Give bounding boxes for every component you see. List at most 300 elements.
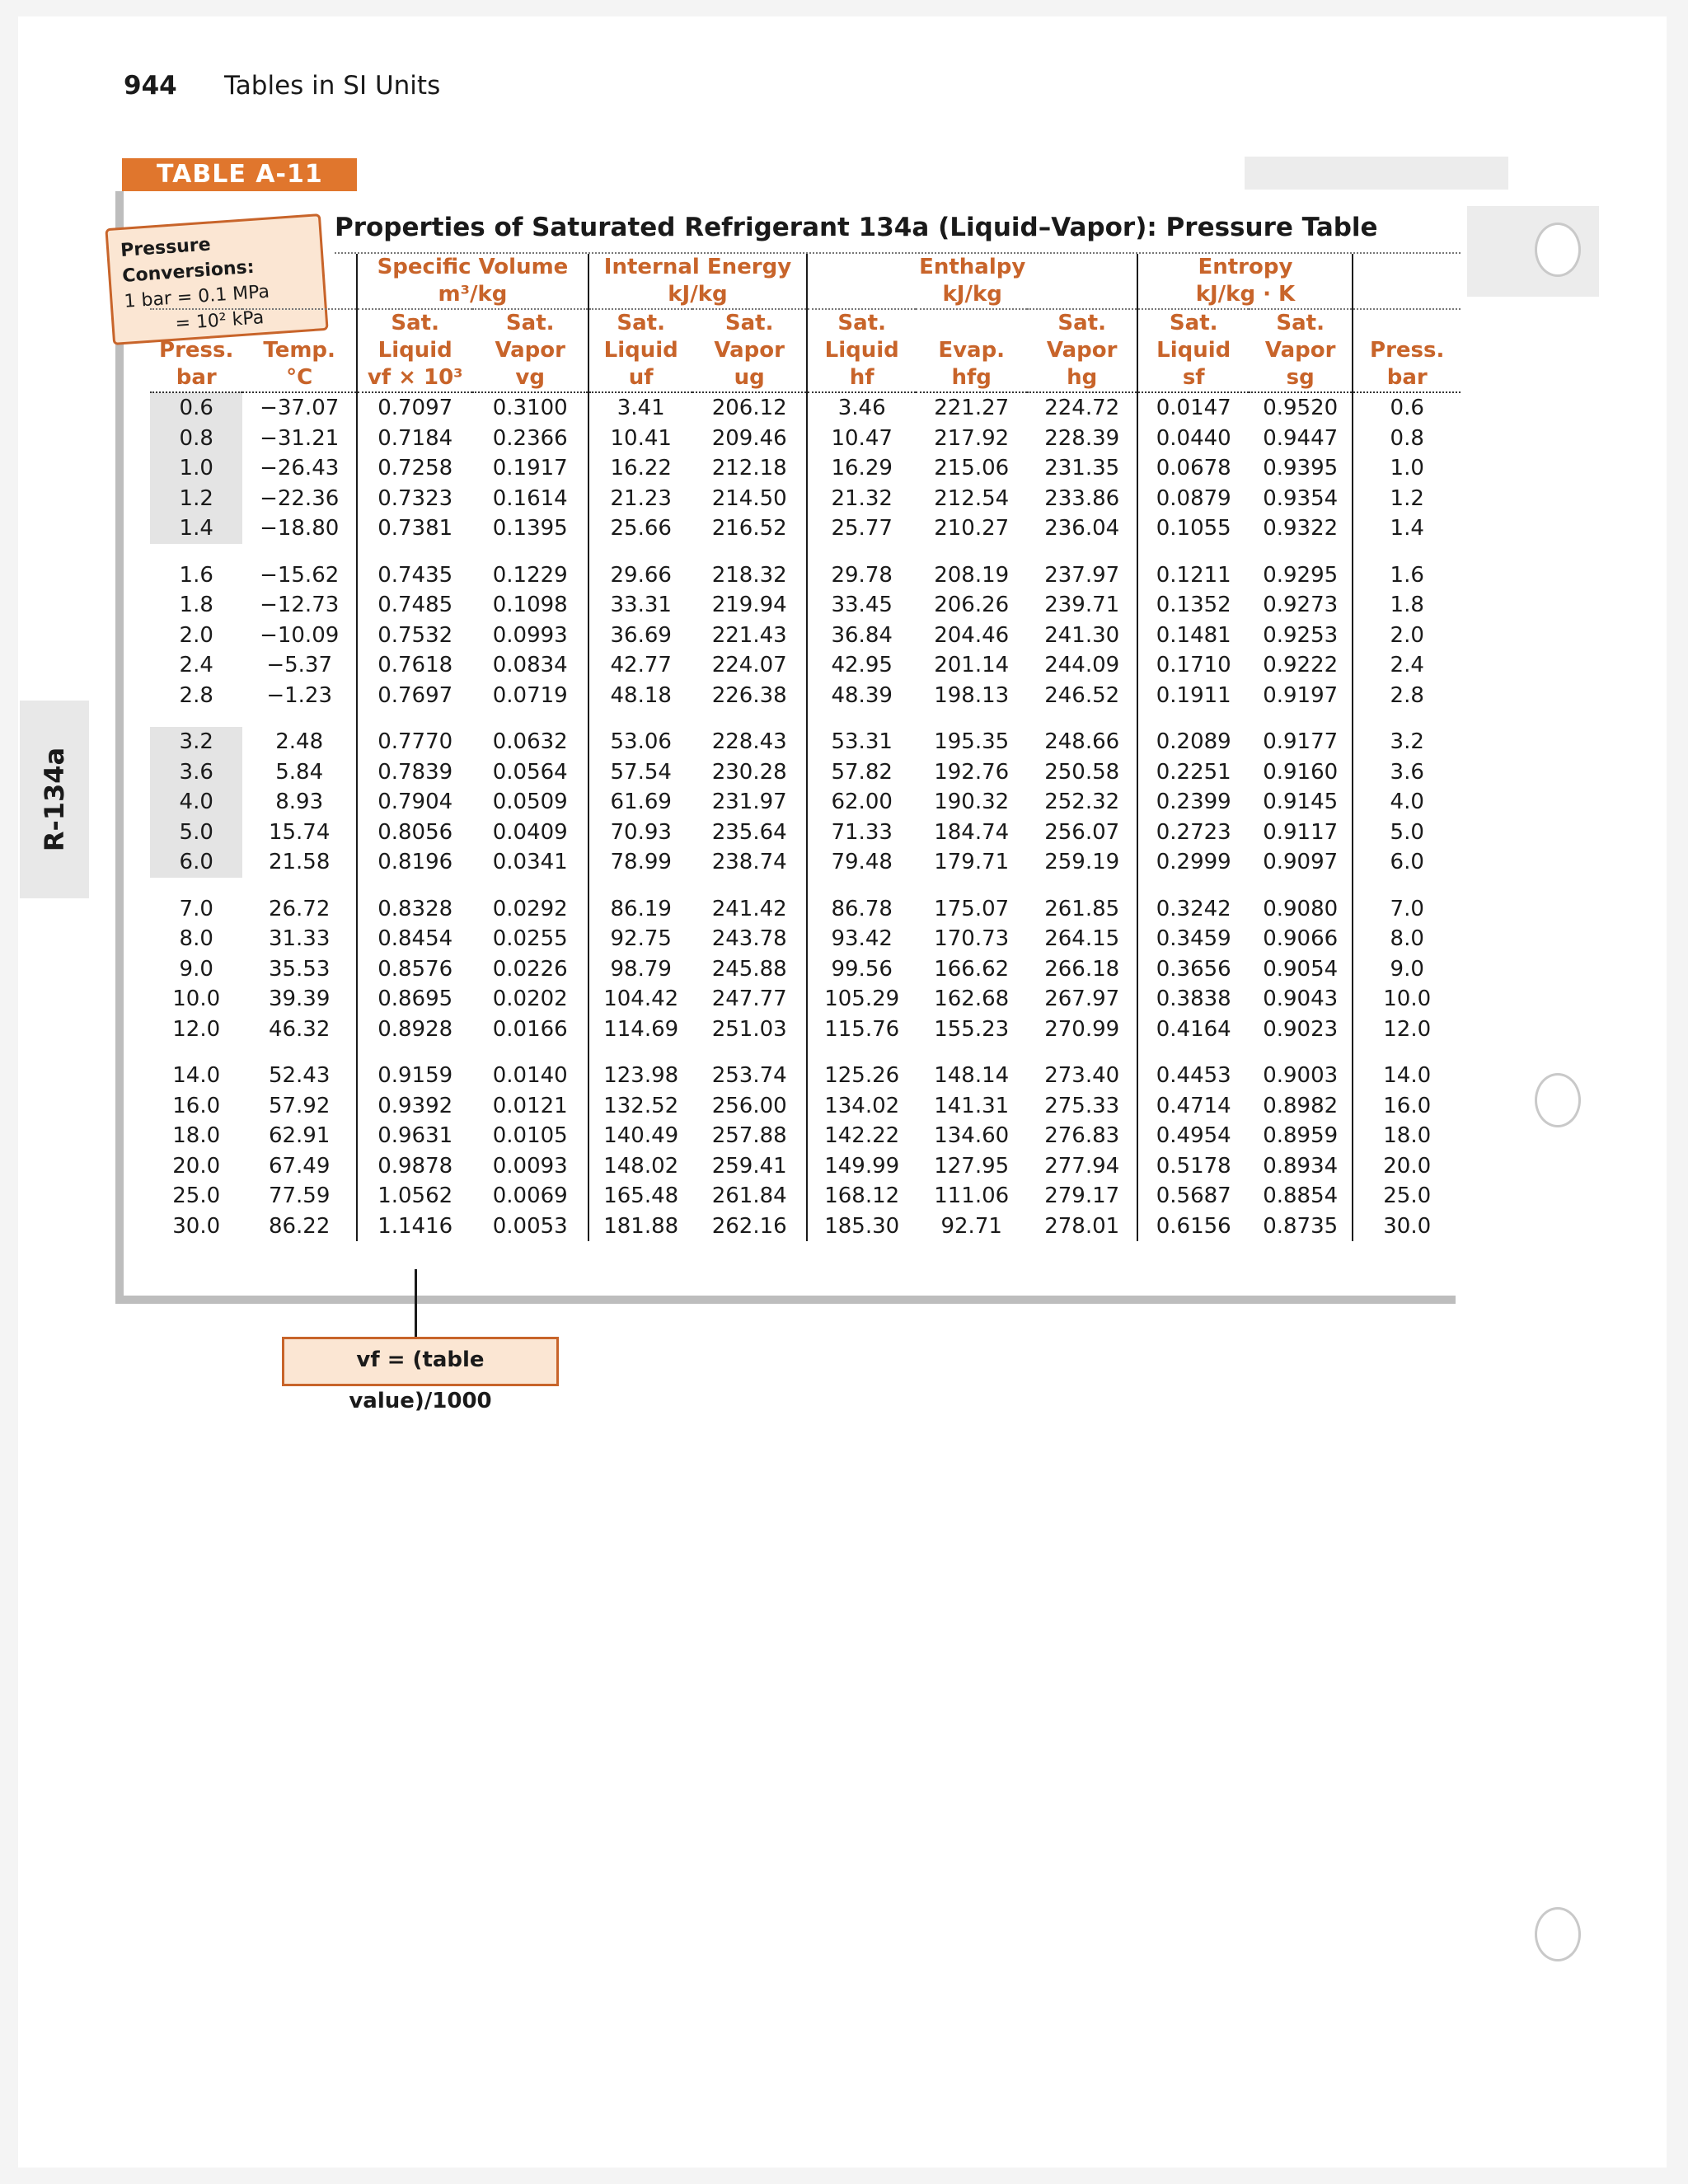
table-cell: 0.9066 bbox=[1249, 924, 1353, 954]
table-cell: 0.9222 bbox=[1249, 650, 1353, 681]
table-cell: 53.31 bbox=[831, 729, 893, 755]
table-cell: 0.7618 bbox=[377, 653, 453, 678]
table-cell: 264.15 bbox=[1027, 924, 1138, 954]
group-entropy: Entropy kJ/kg · K bbox=[1137, 254, 1353, 309]
table-cell: 3.6 bbox=[150, 757, 242, 788]
table-cell: 0.7904 bbox=[377, 790, 453, 815]
table-cell: 2.4 bbox=[1390, 653, 1424, 678]
column-header-4: Sat. Liquid uf bbox=[588, 309, 692, 392]
table-cell: 0.7258 bbox=[377, 456, 453, 481]
table-cell: 250.58 bbox=[1027, 757, 1138, 788]
table-cell: 0.4453 bbox=[1156, 1063, 1231, 1089]
table-cell: 57.82 bbox=[831, 759, 893, 785]
table-cell: 261.84 bbox=[692, 1181, 807, 1212]
table-cell: 201.14 bbox=[934, 653, 1010, 678]
table-cell: 175.07 bbox=[934, 896, 1010, 921]
table-cell: 30.0 bbox=[1383, 1213, 1432, 1239]
table-cell: 0.9295 bbox=[1249, 560, 1353, 591]
table-cell: 98.79 bbox=[610, 956, 672, 982]
table-cell: 221.27 bbox=[934, 396, 1010, 421]
table-cell: 166.62 bbox=[934, 956, 1010, 982]
table-cell: 0.1481 bbox=[1156, 622, 1231, 648]
table-cell: 25.66 bbox=[610, 516, 672, 541]
table-cell: 1.1416 bbox=[377, 1213, 453, 1239]
table-cell: 198.13 bbox=[934, 682, 1010, 708]
table-row bbox=[150, 1091, 1461, 1122]
table-title: Properties of Saturated Refrigerant 134a (Liquid–Vapor): Pressure Table bbox=[335, 213, 1378, 242]
table-cell: 10.0 bbox=[1383, 987, 1432, 1012]
table-cell: −5.37 bbox=[242, 650, 357, 681]
callout-leader-line bbox=[415, 1269, 417, 1338]
table-cell: 48.18 bbox=[610, 682, 672, 708]
table-cell: 86.22 bbox=[242, 1212, 357, 1242]
table-cell: 77.59 bbox=[242, 1181, 357, 1212]
table-cell: 0.2723 bbox=[1156, 819, 1231, 845]
table-cell: 0.0105 bbox=[472, 1121, 588, 1151]
table-cell: 93.42 bbox=[831, 926, 893, 952]
table-cell: 42.95 bbox=[831, 653, 893, 678]
table-cell: 0.7381 bbox=[377, 516, 453, 541]
table-cell: 21.32 bbox=[831, 485, 893, 511]
table-cell: 0.4714 bbox=[1156, 1093, 1231, 1118]
group-internal-energy: Internal Energy kJ/kg bbox=[588, 254, 807, 309]
column-header-7: Evap. hfg bbox=[916, 309, 1027, 392]
table-cell: 2.4 bbox=[179, 653, 213, 678]
table-row bbox=[150, 453, 1461, 484]
table-cell: 18.0 bbox=[172, 1123, 221, 1149]
table-cell: 0.8328 bbox=[377, 896, 453, 921]
table-cell: 8.93 bbox=[242, 787, 357, 818]
table-cell: 228.39 bbox=[1027, 424, 1138, 454]
table-row bbox=[150, 681, 1461, 711]
table-cell: 1.4 bbox=[1390, 516, 1424, 541]
table-cell: 237.97 bbox=[1027, 560, 1138, 591]
table-cell: 1.0 bbox=[1390, 456, 1424, 481]
table-cell: 204.46 bbox=[934, 622, 1010, 648]
table-cell: 8.0 bbox=[179, 926, 213, 952]
table-cell: 0.1395 bbox=[472, 513, 588, 544]
table-cell: 228.43 bbox=[692, 727, 807, 757]
table-cell: 238.74 bbox=[692, 847, 807, 878]
table-cell: 0.9080 bbox=[1249, 894, 1353, 925]
table-cell: 0.3459 bbox=[1156, 926, 1231, 952]
table-cell: 212.54 bbox=[934, 485, 1010, 511]
table-cell: 208.19 bbox=[934, 562, 1010, 588]
table-cell: 79.48 bbox=[831, 850, 893, 875]
table-cell: −37.07 bbox=[242, 392, 357, 424]
table-cell: 0.5178 bbox=[1156, 1153, 1231, 1179]
table-cell: 209.46 bbox=[692, 424, 807, 454]
conversion-title: Pressure Conversions: bbox=[120, 234, 256, 287]
table-cell: 111.06 bbox=[934, 1183, 1010, 1209]
table-row bbox=[150, 984, 1461, 1015]
table-cell: 5.0 bbox=[1390, 819, 1424, 845]
table-cell: 0.9447 bbox=[1249, 424, 1353, 454]
table-cell: 0.0440 bbox=[1156, 425, 1231, 451]
table-cell: 224.07 bbox=[692, 650, 807, 681]
column-header-11: Press. bar bbox=[1353, 309, 1461, 392]
table-cell: 46.32 bbox=[242, 1015, 357, 1045]
binder-hole-top bbox=[1535, 223, 1581, 277]
table-cell: 2.8 bbox=[179, 682, 213, 708]
table-cell: 170.73 bbox=[934, 926, 1010, 952]
table-cell: 0.0069 bbox=[472, 1181, 588, 1212]
table-cell: 165.48 bbox=[603, 1183, 679, 1209]
table-cell: 141.31 bbox=[934, 1093, 1010, 1118]
table-cell: 42.77 bbox=[610, 653, 672, 678]
table-cell: 1.0562 bbox=[377, 1183, 453, 1209]
table-cell: 162.68 bbox=[934, 987, 1010, 1012]
table-cell: 35.53 bbox=[242, 954, 357, 985]
column-header-8: Sat. Vapor hg bbox=[1027, 309, 1138, 392]
table-cell: 0.1229 bbox=[472, 560, 588, 591]
table-cell: 21.23 bbox=[610, 485, 672, 511]
table-row bbox=[150, 484, 1461, 514]
column-header-5: Sat. Vapor ug bbox=[692, 309, 807, 392]
table-cell: 2.8 bbox=[1390, 682, 1424, 708]
table-cell: 0.2089 bbox=[1156, 729, 1231, 755]
table-cell: 0.8928 bbox=[377, 1016, 453, 1042]
table-cell: 0.9253 bbox=[1249, 621, 1353, 651]
table-cell: 0.9354 bbox=[1249, 484, 1353, 514]
table-cell: 239.71 bbox=[1027, 590, 1138, 621]
table-cell: 219.94 bbox=[692, 590, 807, 621]
table-cell: 1.0 bbox=[150, 453, 242, 484]
table-row bbox=[150, 954, 1461, 985]
table-cell: 3.46 bbox=[837, 396, 886, 421]
side-tab-label: R-134a bbox=[39, 747, 70, 852]
table-cell: 0.4954 bbox=[1156, 1123, 1231, 1149]
table-cell: 218.32 bbox=[692, 560, 807, 591]
column-header-10: Sat. Vapor sg bbox=[1249, 309, 1353, 392]
table-cell: 241.30 bbox=[1027, 621, 1138, 651]
table-cell: 30.0 bbox=[172, 1213, 221, 1239]
table-cell: 206.26 bbox=[934, 593, 1010, 618]
table-cell: 67.49 bbox=[242, 1151, 357, 1182]
table-cell: 266.18 bbox=[1027, 954, 1138, 985]
table-cell: 278.01 bbox=[1027, 1212, 1138, 1242]
table-cell: 0.9878 bbox=[377, 1153, 453, 1179]
table-cell: 1.8 bbox=[1390, 593, 1424, 618]
table-cell: 1.6 bbox=[179, 562, 213, 588]
table-cell: 190.32 bbox=[934, 790, 1010, 815]
table-cell: 0.9395 bbox=[1249, 453, 1353, 484]
column-header-2: Sat. Liquid vf × 10³ bbox=[357, 309, 473, 392]
table-cell: 92.75 bbox=[610, 926, 672, 952]
table-body bbox=[150, 392, 1461, 1241]
table-cell: 148.02 bbox=[603, 1153, 679, 1179]
table-cell: 4.0 bbox=[150, 787, 242, 818]
table-cell: 70.93 bbox=[610, 819, 672, 845]
table-cell: 0.5687 bbox=[1156, 1183, 1231, 1209]
table-cell: 0.9160 bbox=[1249, 757, 1353, 788]
table-cell: 0.7184 bbox=[377, 425, 453, 451]
table-cell: 18.0 bbox=[1383, 1123, 1432, 1149]
table-cell: 217.92 bbox=[934, 425, 1010, 451]
table-cell: 0.0121 bbox=[472, 1091, 588, 1122]
table-cell: 0.7770 bbox=[377, 729, 453, 755]
table-cell: 53.06 bbox=[610, 729, 672, 755]
table-cell: −1.23 bbox=[242, 681, 357, 711]
table-row bbox=[150, 1181, 1461, 1212]
table-row bbox=[150, 818, 1461, 848]
table-cell: 31.33 bbox=[242, 924, 357, 954]
table-cell: 241.42 bbox=[692, 894, 807, 925]
table-cell: 0.0719 bbox=[472, 681, 588, 711]
table-cell: 29.78 bbox=[831, 562, 893, 588]
table-cell: 226.38 bbox=[692, 681, 807, 711]
conversion-line-1: 1 bar = 0.1 MPa bbox=[123, 281, 270, 312]
table-cell: 33.31 bbox=[610, 593, 672, 618]
table-cell: 212.18 bbox=[692, 453, 807, 484]
table-cell: 248.66 bbox=[1027, 727, 1138, 757]
table-cell: 252.32 bbox=[1027, 787, 1138, 818]
table-row bbox=[150, 757, 1461, 788]
table-cell: 0.9273 bbox=[1249, 590, 1353, 621]
table-cell: 12.0 bbox=[172, 1016, 221, 1042]
table-cell: 29.66 bbox=[610, 562, 672, 588]
table-cell: 206.12 bbox=[692, 392, 807, 424]
table-cell: 57.54 bbox=[610, 759, 672, 785]
table-cell: 6.0 bbox=[150, 847, 242, 878]
table-cell: 0.8854 bbox=[1249, 1181, 1353, 1212]
property-table bbox=[150, 254, 1461, 1241]
table-cell: 0.3838 bbox=[1156, 987, 1231, 1012]
table-cell: 0.0255 bbox=[472, 924, 588, 954]
table-cell: 0.9117 bbox=[1249, 818, 1353, 848]
table-cell: 86.19 bbox=[610, 896, 672, 921]
table-cell: 257.88 bbox=[692, 1121, 807, 1151]
table-row bbox=[150, 424, 1461, 454]
table-row bbox=[150, 392, 1461, 424]
table-cell: 0.8 bbox=[1390, 425, 1424, 451]
table-cell: 140.49 bbox=[603, 1123, 679, 1149]
table-cell: 273.40 bbox=[1027, 1061, 1138, 1091]
table-cell: 0.8695 bbox=[377, 987, 453, 1012]
table-cell: 36.84 bbox=[831, 622, 893, 648]
table-cell: 0.9043 bbox=[1249, 984, 1353, 1015]
table-cell: 261.85 bbox=[1027, 894, 1138, 925]
table-cell: 148.14 bbox=[934, 1063, 1010, 1089]
table-cell: 3.2 bbox=[150, 727, 242, 757]
table-cell: 92.71 bbox=[940, 1213, 1002, 1239]
row-group-gap bbox=[150, 544, 1461, 560]
table-row bbox=[150, 650, 1461, 681]
table-row bbox=[150, 513, 1461, 544]
table-cell: 216.52 bbox=[692, 513, 807, 544]
table-cell: 231.97 bbox=[692, 787, 807, 818]
table-cell: 179.71 bbox=[934, 850, 1010, 875]
table-cell: 267.97 bbox=[1027, 984, 1138, 1015]
table-cell: 0.2251 bbox=[1156, 759, 1231, 785]
table-cell: 5.84 bbox=[242, 757, 357, 788]
group-specific-volume: Specific Volume m³/kg bbox=[357, 254, 588, 309]
table-cell: 0.9392 bbox=[377, 1093, 453, 1118]
table-cell: 0.1614 bbox=[472, 484, 588, 514]
table-cell: 0.9159 bbox=[377, 1063, 453, 1089]
table-cell: −15.62 bbox=[242, 560, 357, 591]
table-cell: 235.64 bbox=[692, 818, 807, 848]
table-cell: 0.0879 bbox=[1156, 485, 1231, 511]
table-cell: 259.19 bbox=[1027, 847, 1138, 878]
table-row bbox=[150, 590, 1461, 621]
table-row bbox=[150, 1212, 1461, 1242]
table-cell: 155.23 bbox=[934, 1016, 1010, 1042]
table-cell: 132.52 bbox=[603, 1093, 679, 1118]
table-cell: 1.2 bbox=[150, 484, 242, 514]
row-group-gap bbox=[150, 710, 1461, 727]
table-cell: 26.72 bbox=[242, 894, 357, 925]
table-cell: 20.0 bbox=[172, 1153, 221, 1179]
conversion-line-2: = 10² kPa bbox=[174, 307, 265, 335]
table-cell: 0.1911 bbox=[1156, 682, 1231, 708]
table-cell: 62.91 bbox=[242, 1121, 357, 1151]
table-cell: 253.74 bbox=[692, 1061, 807, 1091]
table-cell: 0.0632 bbox=[472, 727, 588, 757]
table-cell: 16.22 bbox=[610, 456, 672, 481]
table-cell: 185.30 bbox=[824, 1213, 900, 1239]
page-number: 944 bbox=[124, 71, 177, 101]
binder-hole-bottom bbox=[1535, 1907, 1581, 1961]
table-cell: 0.9322 bbox=[1249, 513, 1353, 544]
table-cell: 127.95 bbox=[934, 1153, 1010, 1179]
table-row bbox=[150, 560, 1461, 591]
table-row bbox=[150, 1015, 1461, 1045]
table-cell: 0.9023 bbox=[1249, 1015, 1353, 1045]
table-cell: 1.2 bbox=[1390, 485, 1424, 511]
table-cell: 0.1917 bbox=[472, 453, 588, 484]
table-row bbox=[150, 1151, 1461, 1182]
table-cell: 105.29 bbox=[824, 987, 900, 1012]
table-cell: 0.1055 bbox=[1156, 516, 1231, 541]
table-cell: 0.1710 bbox=[1156, 653, 1231, 678]
table-cell: 123.98 bbox=[603, 1063, 679, 1089]
table-cell: 16.29 bbox=[831, 456, 893, 481]
table-cell: 0.0834 bbox=[472, 650, 588, 681]
table-cell: 0.2366 bbox=[472, 424, 588, 454]
table-cell: 256.07 bbox=[1027, 818, 1138, 848]
row-group-gap bbox=[150, 878, 1461, 894]
table-cell: 243.78 bbox=[692, 924, 807, 954]
table-row bbox=[150, 924, 1461, 954]
table-cell: 9.0 bbox=[1390, 956, 1424, 982]
table-cell: 0.0226 bbox=[472, 954, 588, 985]
table-frame-bottom bbox=[115, 1296, 1456, 1304]
bleed-through-top bbox=[1245, 157, 1508, 190]
table-cell: 0.0140 bbox=[472, 1061, 588, 1091]
table-cell: 270.99 bbox=[1027, 1015, 1138, 1045]
table-cell: 0.9054 bbox=[1249, 954, 1353, 985]
table-cell: 0.7839 bbox=[377, 759, 453, 785]
table-cell: 0.9520 bbox=[1249, 392, 1353, 424]
column-header-3: Sat. Vapor vg bbox=[472, 309, 588, 392]
table-cell: 0.8934 bbox=[1249, 1151, 1353, 1182]
table-cell: 0.9145 bbox=[1249, 787, 1353, 818]
table-cell: 0.0409 bbox=[472, 818, 588, 848]
table-cell: 0.8 bbox=[150, 424, 242, 454]
table-cell: 36.69 bbox=[610, 622, 672, 648]
table-cell: 275.33 bbox=[1027, 1091, 1138, 1122]
table-cell: 14.0 bbox=[172, 1063, 221, 1089]
column-header-row bbox=[150, 309, 1461, 392]
table-cell: 279.17 bbox=[1027, 1181, 1138, 1212]
column-header-1: Temp. °C bbox=[242, 309, 357, 392]
table-cell: 230.28 bbox=[692, 757, 807, 788]
table-cell: 0.8959 bbox=[1249, 1121, 1353, 1151]
table-cell: 0.0509 bbox=[472, 787, 588, 818]
table-row bbox=[150, 621, 1461, 651]
table-cell: 3.6 bbox=[1390, 759, 1424, 785]
row-group-gap bbox=[150, 1044, 1461, 1061]
table-cell: 247.77 bbox=[692, 984, 807, 1015]
table-cell: 0.0147 bbox=[1156, 396, 1231, 421]
table-row bbox=[150, 1121, 1461, 1151]
table-cell: 8.0 bbox=[1390, 926, 1424, 952]
table-cell: 104.42 bbox=[603, 987, 679, 1012]
table-cell: 25.0 bbox=[1383, 1183, 1432, 1209]
table-cell: 9.0 bbox=[179, 956, 213, 982]
table-cell: 0.3656 bbox=[1156, 956, 1231, 982]
table-cell: 149.99 bbox=[824, 1153, 900, 1179]
footnote-callout: vf = (table value)/1000 bbox=[282, 1337, 559, 1386]
table-cell: 0.7532 bbox=[377, 622, 453, 648]
table-cell: 277.94 bbox=[1027, 1151, 1138, 1182]
table-cell: 71.33 bbox=[831, 819, 893, 845]
table-cell: 0.0166 bbox=[472, 1015, 588, 1045]
table-cell: 231.35 bbox=[1027, 453, 1138, 484]
table-cell: 0.3242 bbox=[1156, 896, 1231, 921]
table-cell: 256.00 bbox=[692, 1091, 807, 1122]
table-cell: 142.22 bbox=[824, 1123, 900, 1149]
table-row bbox=[150, 847, 1461, 878]
table-cell: −18.80 bbox=[242, 513, 357, 544]
table-cell: 16.0 bbox=[172, 1093, 221, 1118]
table-cell: 0.7323 bbox=[377, 485, 453, 511]
table-tag: TABLE A-11 bbox=[122, 158, 357, 191]
table-row bbox=[150, 894, 1461, 925]
table-cell: 0.1211 bbox=[1156, 562, 1231, 588]
table-cell: 0.9197 bbox=[1249, 681, 1353, 711]
table-cell: 0.8454 bbox=[377, 926, 453, 952]
table-cell: 0.6156 bbox=[1156, 1213, 1231, 1239]
table-cell: 181.88 bbox=[603, 1213, 679, 1239]
table-cell: 2.48 bbox=[242, 727, 357, 757]
table-cell: 52.43 bbox=[242, 1061, 357, 1091]
table-cell: 0.9003 bbox=[1249, 1061, 1353, 1091]
table-cell: 0.0053 bbox=[472, 1212, 588, 1242]
table-cell: 214.50 bbox=[692, 484, 807, 514]
table-cell: 7.0 bbox=[1390, 896, 1424, 921]
table-cell: 48.39 bbox=[831, 682, 893, 708]
table-cell: 224.72 bbox=[1027, 392, 1138, 424]
table-cell: 0.7697 bbox=[377, 682, 453, 708]
table-cell: 0.0093 bbox=[472, 1151, 588, 1182]
table-cell: 276.83 bbox=[1027, 1121, 1138, 1151]
table-cell: 259.41 bbox=[692, 1151, 807, 1182]
table-cell: 2.0 bbox=[1390, 622, 1424, 648]
column-header-6: Sat. Liquid hf bbox=[807, 309, 916, 392]
table-cell: −31.21 bbox=[242, 424, 357, 454]
table-cell: 125.26 bbox=[824, 1063, 900, 1089]
table-cell: 0.7097 bbox=[377, 396, 453, 421]
table-cell: 244.09 bbox=[1027, 650, 1138, 681]
table-cell: 251.03 bbox=[692, 1015, 807, 1045]
table-cell: 2.0 bbox=[179, 622, 213, 648]
table-cell: 0.8056 bbox=[377, 819, 453, 845]
table-cell: 245.88 bbox=[692, 954, 807, 985]
table-cell: 0.2399 bbox=[1156, 790, 1231, 815]
column-header-0: Press. bar bbox=[150, 309, 242, 392]
